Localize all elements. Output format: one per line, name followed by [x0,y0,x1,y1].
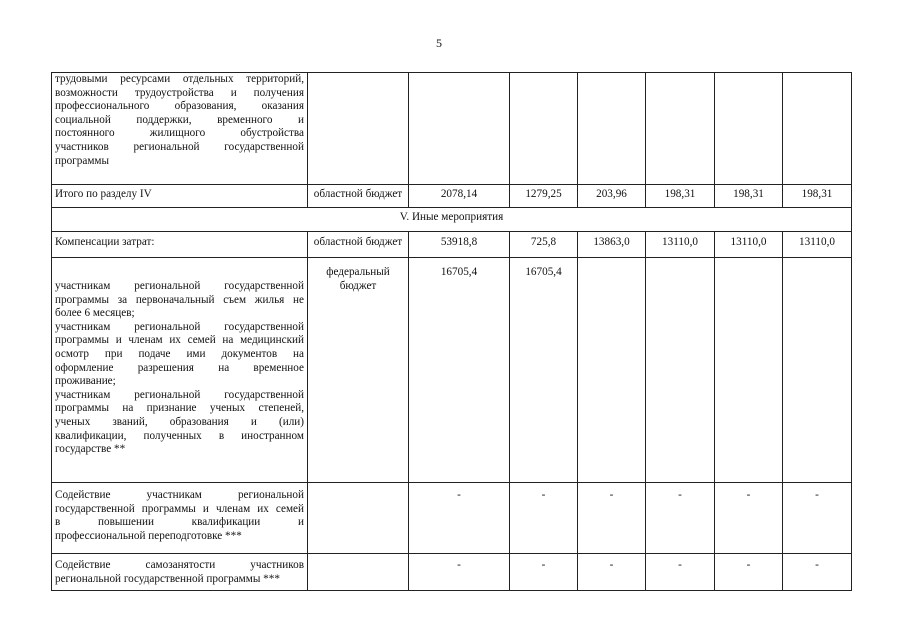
table-row-compensation-federal [52,258,852,483]
desc-line: региональной государственной программы *** [55,572,280,585]
value-cell [646,258,715,483]
total-label: Итого по разделу IV [52,185,308,208]
compensation-details [52,258,308,483]
desc-line: более 6 месяцев; [55,307,135,320]
desc-line: участникам региональной государственной [55,280,304,292]
desc-line: программы и членам их семей на медицинский [55,334,304,347]
value-cell: - [715,483,783,554]
budget-table [51,72,852,591]
value-cell [783,73,852,185]
value-cell: - [715,554,783,591]
desc-line: квалификации, полученных в иностранном [55,429,304,442]
source-cell [308,483,409,554]
desc-line: участникам региональной государственной [55,320,304,333]
desc-line: государстве ** [55,443,126,456]
desc-line: участникам региональной государственной [55,388,304,401]
budget-source: федеральный бюджет [308,258,409,483]
value-cell: - [510,554,578,591]
value-cell: - [646,554,715,591]
value-cell: 198,31 [646,185,715,208]
value-cell [510,73,578,185]
desc-line: возможности трудоустройства и получения [55,86,304,99]
desc-line: ученых званий, образования и (или) [55,415,304,428]
qualification-description [52,483,308,554]
value-cell: 2078,14 [409,185,510,208]
table-row-qualification [52,483,852,554]
value-cell: 13110,0 [783,232,852,258]
desc-line: Содействие участникам региональной [55,489,304,501]
value-cell [578,258,646,483]
value-cell: 203,96 [578,185,646,208]
section-heading: V. Иные мероприятия [52,208,852,232]
compensation-label: Компенсации затрат: [52,232,308,258]
value-cell [783,258,852,483]
desc-line: Содействие самозанятости участников [55,559,304,571]
budget-source: областной бюджет [308,185,409,208]
value-cell: 13110,0 [646,232,715,258]
value-cell [646,73,715,185]
value-cell: 1279,25 [510,185,578,208]
desc-line: программы на признание ученых степеней, [55,402,304,415]
desc-line: в повышении квалификации и [55,516,304,529]
desc-line: социальной поддержки, временного и [55,113,304,126]
value-cell [409,73,510,185]
source-cell [308,73,409,185]
continuation-description [52,73,308,185]
value-cell: 13110,0 [715,232,783,258]
value-cell [715,73,783,185]
table-row-continuation [52,73,852,185]
table-row-total-section-iv [52,185,852,208]
value-cell: - [510,483,578,554]
value-cell: - [578,554,646,591]
value-cell: - [646,483,715,554]
desc-line: профессиональной переподготовке *** [55,529,242,542]
desc-line: участников региональной государственной [55,140,304,153]
table-row-self-employment [52,554,852,591]
value-cell: 53918,8 [409,232,510,258]
value-cell: 198,31 [715,185,783,208]
value-cell: 198,31 [783,185,852,208]
desc-line: программы [55,154,109,167]
budget-source: областной бюджет [308,232,409,258]
table-row-section-heading [52,208,852,232]
value-cell: 725,8 [510,232,578,258]
desc-line: постоянного жилищного обустройства [55,127,304,140]
value-cell: - [783,483,852,554]
desc-line: профессионального образования, оказания [55,100,304,113]
page-number: 5 [436,36,442,50]
desc-line: оформление разрешения на временное [55,361,304,374]
source-cell [308,554,409,591]
desc-line: программы за первоначальный съем жилья не [55,293,304,306]
value-cell: - [409,483,510,554]
value-cell: - [783,554,852,591]
self-employment-description [52,554,308,591]
desc-line: проживание; [55,375,116,388]
value-cell: 16705,4 [510,258,578,483]
desc-line: государственной программы и членам их семей [55,502,304,515]
value-cell: - [578,483,646,554]
value-cell: 13863,0 [578,232,646,258]
value-cell: - [409,554,510,591]
value-cell [715,258,783,483]
value-cell [578,73,646,185]
desc-line: трудовыми ресурсами отдельных территорий, [55,73,304,85]
value-cell: 16705,4 [409,258,510,483]
desc-line: осмотр при подаче ими документов на [55,347,304,360]
table-row-compensation [52,232,852,258]
